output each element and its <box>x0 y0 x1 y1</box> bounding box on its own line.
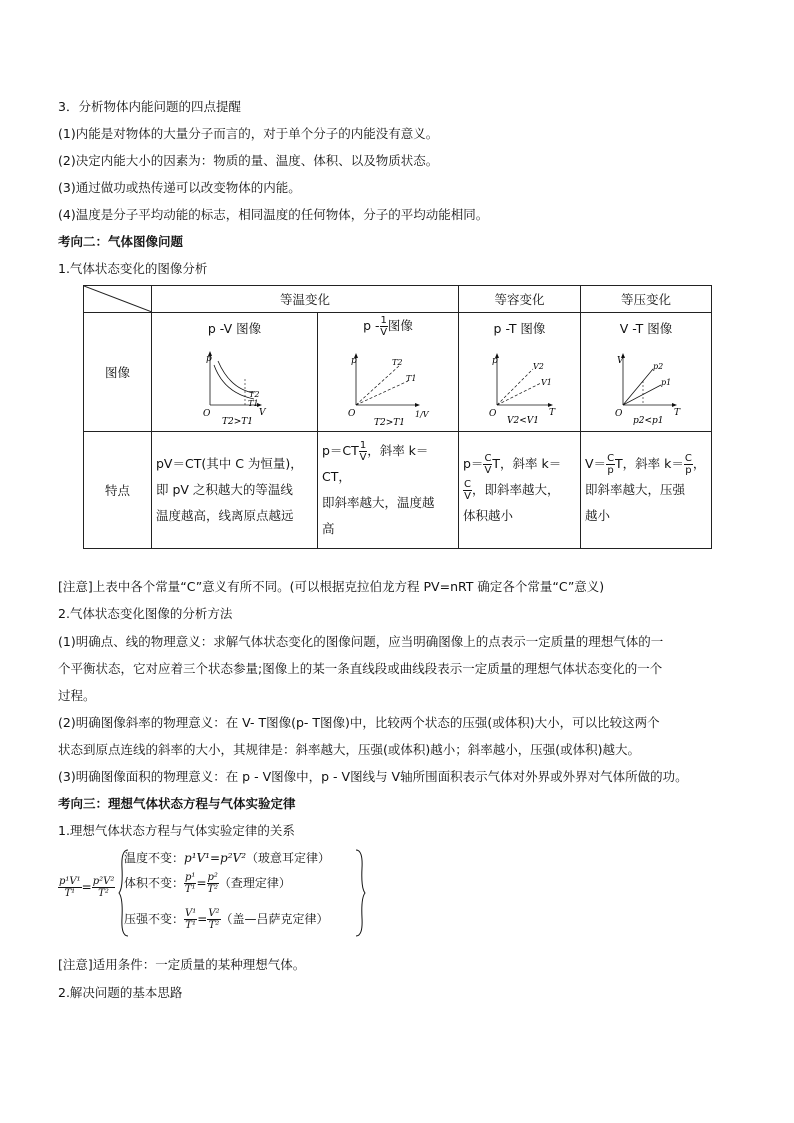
kaoxiang2-sub1: 1.气体状态变化的图像分析 <box>58 261 208 276</box>
kaoxiang3-sub2: 2.解决问题的基本思路 <box>58 985 183 1000</box>
diagonal-header-cell <box>84 286 152 313</box>
g4-O-label: O <box>615 409 623 419</box>
method2-line1: (2)明确图像斜率的物理意义：在 V- T图像(p- T图像)中，比较两个状态的压强(或体积)大小，可以比较这两个 <box>58 715 660 730</box>
isobaric-eq: = <box>197 912 208 926</box>
feature-c1-line2: 即 pV 之积越大的等温线 <box>156 482 293 497</box>
method1-line3: 过程。 <box>58 688 96 703</box>
feature-c3-frac2-num: C <box>464 479 471 490</box>
isobaric-label: 压强不变： <box>124 912 185 926</box>
isothermal-label: 温度不变： <box>124 851 185 865</box>
row-label-feature: 特点 <box>84 432 152 549</box>
feature-c4-post: ， <box>692 456 706 471</box>
section3-item-3: (3)通过做功或热传递可以改变物体的内能。 <box>58 180 301 195</box>
feature-c3-line2 <box>463 477 576 503</box>
feature-c3-pre: p＝ <box>463 456 484 471</box>
g3-V2-label: V2 <box>533 362 544 371</box>
feature-c3-mid: T，斜率 k＝ <box>492 456 562 471</box>
feature-c4-pre: V＝ <box>585 456 607 471</box>
right-brace <box>354 848 366 938</box>
feature-c2-frac-den: V <box>359 452 367 463</box>
feature-c4-line1 <box>585 451 707 477</box>
feature-c1-line3: 温度越高，线离原点越远 <box>156 508 294 523</box>
graph-cell-pT <box>459 313 581 432</box>
isothermal-law <box>124 849 330 866</box>
feature-isochoric <box>459 432 581 549</box>
g1-T1-label: T1 <box>248 399 259 408</box>
method3-line1: (3)明确图像面积的物理意义：在 p - V图像中，p - V图线与 V轴所围面积表示气体对外界或外界对气体所做的功。 <box>58 769 688 784</box>
isochoric-law <box>124 872 291 895</box>
feature-c4-frac1 <box>606 453 615 476</box>
feature-c1-line1: pV＝CT(其中 C 为恒量)， <box>156 456 303 471</box>
g4-V-label: V <box>617 356 624 366</box>
isochoric-frac-1-den: T¹ <box>184 884 196 895</box>
kaoxiang2-sub2: 2.气体状态变化图像的分析方法 <box>58 606 233 621</box>
feature-c3-line1 <box>463 451 576 477</box>
feature-c3-frac2-den: V <box>464 491 471 502</box>
g4-T-label: T <box>674 408 681 418</box>
graph-cell-pV <box>152 313 318 432</box>
kaoxiang3-sub1: 1.理想气体状态方程与气体实验定律的关系 <box>58 823 295 838</box>
g4-cond: p2<p1 <box>633 416 664 426</box>
method1-line1: (1)明确点、线的物理意义：求解气体状态变化的图像问题，应当明确图像上的点表示一定质量的理想气体的一 <box>58 634 664 649</box>
section3-item-4: (4)温度是分子平均动能的标志，相同温度的任何物体，分子的平均动能相同。 <box>58 207 489 222</box>
main-frac-2 <box>92 876 116 899</box>
g1-T2-label: T2 <box>249 390 260 399</box>
main-frac-2-num: p²V² <box>92 876 115 887</box>
g3-O-label: O <box>489 409 497 419</box>
kaoxiang3-title: 考向三：理想气体状态方程与气体实验定律 <box>58 796 296 811</box>
VT-graph <box>581 313 712 431</box>
feature-c3-frac1-den: V <box>484 465 492 476</box>
feature-c4-frac2 <box>684 453 693 476</box>
p-1overV-graph <box>318 313 459 431</box>
isobaric-frac-2-den: T² <box>208 920 220 931</box>
isochoric-frac-1 <box>184 872 196 895</box>
feature-c2-pre: p＝CT <box>322 443 359 458</box>
feature-isobaric <box>581 432 712 549</box>
section3-heading: 3．分析物体内能问题的四点提醒 <box>58 99 241 114</box>
g2-axis-label: 1/V <box>415 410 429 419</box>
g2-T2-label: T2 <box>392 358 403 367</box>
boyle-law-name: （玻意耳定律） <box>246 851 331 865</box>
feature-c4-line2: 即斜率越大，压强 <box>585 482 686 497</box>
method1-line2: 个平衡状态，它对应着三个状态参量;图像上的某一条直线段或曲线段表示一定质量的理想气体状态变化的一个 <box>58 661 663 676</box>
g2-O-label: O <box>348 409 356 419</box>
isothermal-expr: p¹V¹=p²V² <box>184 851 247 865</box>
feature-c4-line3: 越小 <box>585 508 611 523</box>
graph-cell-p-1overV <box>318 313 459 432</box>
g3-cond: V2<V1 <box>507 416 539 426</box>
feature-c2-frac-num: 1 <box>359 440 367 451</box>
row-label-graph: 图像 <box>84 313 152 432</box>
method2-line2: 状态到原点连线的斜率的大小，其规律是：斜率越大，压强(或体积)越小；斜率越小，压强(或体积)越大。 <box>58 742 641 757</box>
feature-c3-line3: 体积越小 <box>463 508 514 523</box>
feature-c2-line2: 即斜率越大，温度越 <box>322 495 435 510</box>
g2-title-prefix: p - <box>363 318 380 333</box>
note-constant-C: [注意]上表中各个常量“C”意义有所不同。(可以根据克拉伯龙方程 PV=nRT 确定各个常量“C”意义) <box>58 579 605 594</box>
graph-title-pV: p -V 图像 <box>207 321 262 336</box>
g4-p1-label: p1 <box>661 378 672 387</box>
feature-c4-frac2-den: p <box>685 465 692 476</box>
feature-c2-frac <box>359 440 367 463</box>
feature-c3-frac2 <box>463 479 472 502</box>
g2-title-frac-den: V <box>380 327 388 338</box>
isochoric-frac-1-num: p¹ <box>185 872 196 883</box>
feature-c3-frac1-num: C <box>484 453 492 464</box>
feature-c2-line3: 高 <box>322 521 335 536</box>
gas-law-formula-block <box>58 848 378 938</box>
isobaric-frac-1 <box>184 908 197 931</box>
gay-lussac-law-name: （盖—吕萨克定律） <box>220 912 329 926</box>
g1-V-label: V <box>259 408 266 418</box>
g2-cond: T2>T1 <box>374 418 405 428</box>
isochoric-label: 体积不变： <box>124 876 185 890</box>
pV-graph <box>152 313 318 431</box>
g1-p-label: p <box>206 354 212 364</box>
g3-p-label: p <box>492 356 498 366</box>
pT-graph <box>459 313 581 431</box>
isochoric-frac-2-num: p² <box>207 872 218 883</box>
graph-title-pT: p -T 图像 <box>493 321 546 336</box>
main-frac-1-den: T¹ <box>64 888 76 899</box>
feature-c4-frac1-den: p <box>607 465 614 476</box>
kaoxiang2-title: 考向二：气体图像问题 <box>58 234 184 249</box>
g3-T-label: T <box>549 408 556 418</box>
isobaric-frac-1-num: V¹ <box>185 908 197 919</box>
g1-O-label: O <box>203 409 211 419</box>
main-eq-sign: = <box>81 880 92 894</box>
g1-cond: T2>T1 <box>222 417 253 427</box>
g2-title-suffix: 图像 <box>387 318 413 333</box>
g2-title-frac-num: 1 <box>380 315 387 326</box>
feature-c4-mid: T，斜率 k＝ <box>615 456 684 471</box>
main-frac-1 <box>58 876 82 899</box>
main-frac-1-num: p¹V¹ <box>59 876 81 887</box>
header-isothermal: 等温变化 <box>152 286 459 313</box>
charles-law-name: （查理定律） <box>218 876 291 890</box>
note-applicable-condition: [注意]适用条件：一定质量的某种理想气体。 <box>58 957 306 972</box>
g4-p2-label: p2 <box>653 362 664 371</box>
feature-c3-line2-text: ，即斜率越大， <box>471 482 560 497</box>
g2-T1-label: T1 <box>406 374 417 383</box>
diagonal-line <box>84 286 152 312</box>
g2-p-label: p <box>351 356 357 366</box>
main-equation <box>58 876 115 899</box>
header-isochoric: 等容变化 <box>459 286 581 313</box>
isochoric-eq: = <box>196 876 207 890</box>
feature-c2-line1 <box>322 438 454 490</box>
header-isobaric: 等压变化 <box>581 286 712 313</box>
feature-isothermal-p1overV <box>318 432 459 549</box>
feature-c2-post: ，斜率 k＝CT， <box>322 443 429 484</box>
isochoric-frac-2 <box>207 872 219 895</box>
gas-graph-table <box>83 285 712 549</box>
feature-c4-frac2-num: C <box>684 453 692 464</box>
main-frac-2-den: T² <box>98 888 109 899</box>
isobaric-frac-2 <box>207 908 220 931</box>
g3-V1-label: V1 <box>541 378 552 387</box>
section3-item-1: (1)内能是对物体的大量分子而言的，对于单个分子的内能没有意义。 <box>58 126 439 141</box>
graph-cell-VT <box>581 313 712 432</box>
isobaric-frac-1-den: T¹ <box>185 920 196 931</box>
graph-title-VT: V -T 图像 <box>619 321 673 336</box>
isochoric-frac-2-den: T² <box>207 884 219 895</box>
isobaric-frac-2-num: V² <box>208 908 220 919</box>
feature-isothermal-pV <box>152 432 318 549</box>
section3-item-2: (2)决定内能大小的因素为：物质的量、温度、体积、以及物质状态。 <box>58 153 439 168</box>
feature-c4-frac1-num: C <box>607 453 615 464</box>
isobaric-law <box>124 908 329 931</box>
